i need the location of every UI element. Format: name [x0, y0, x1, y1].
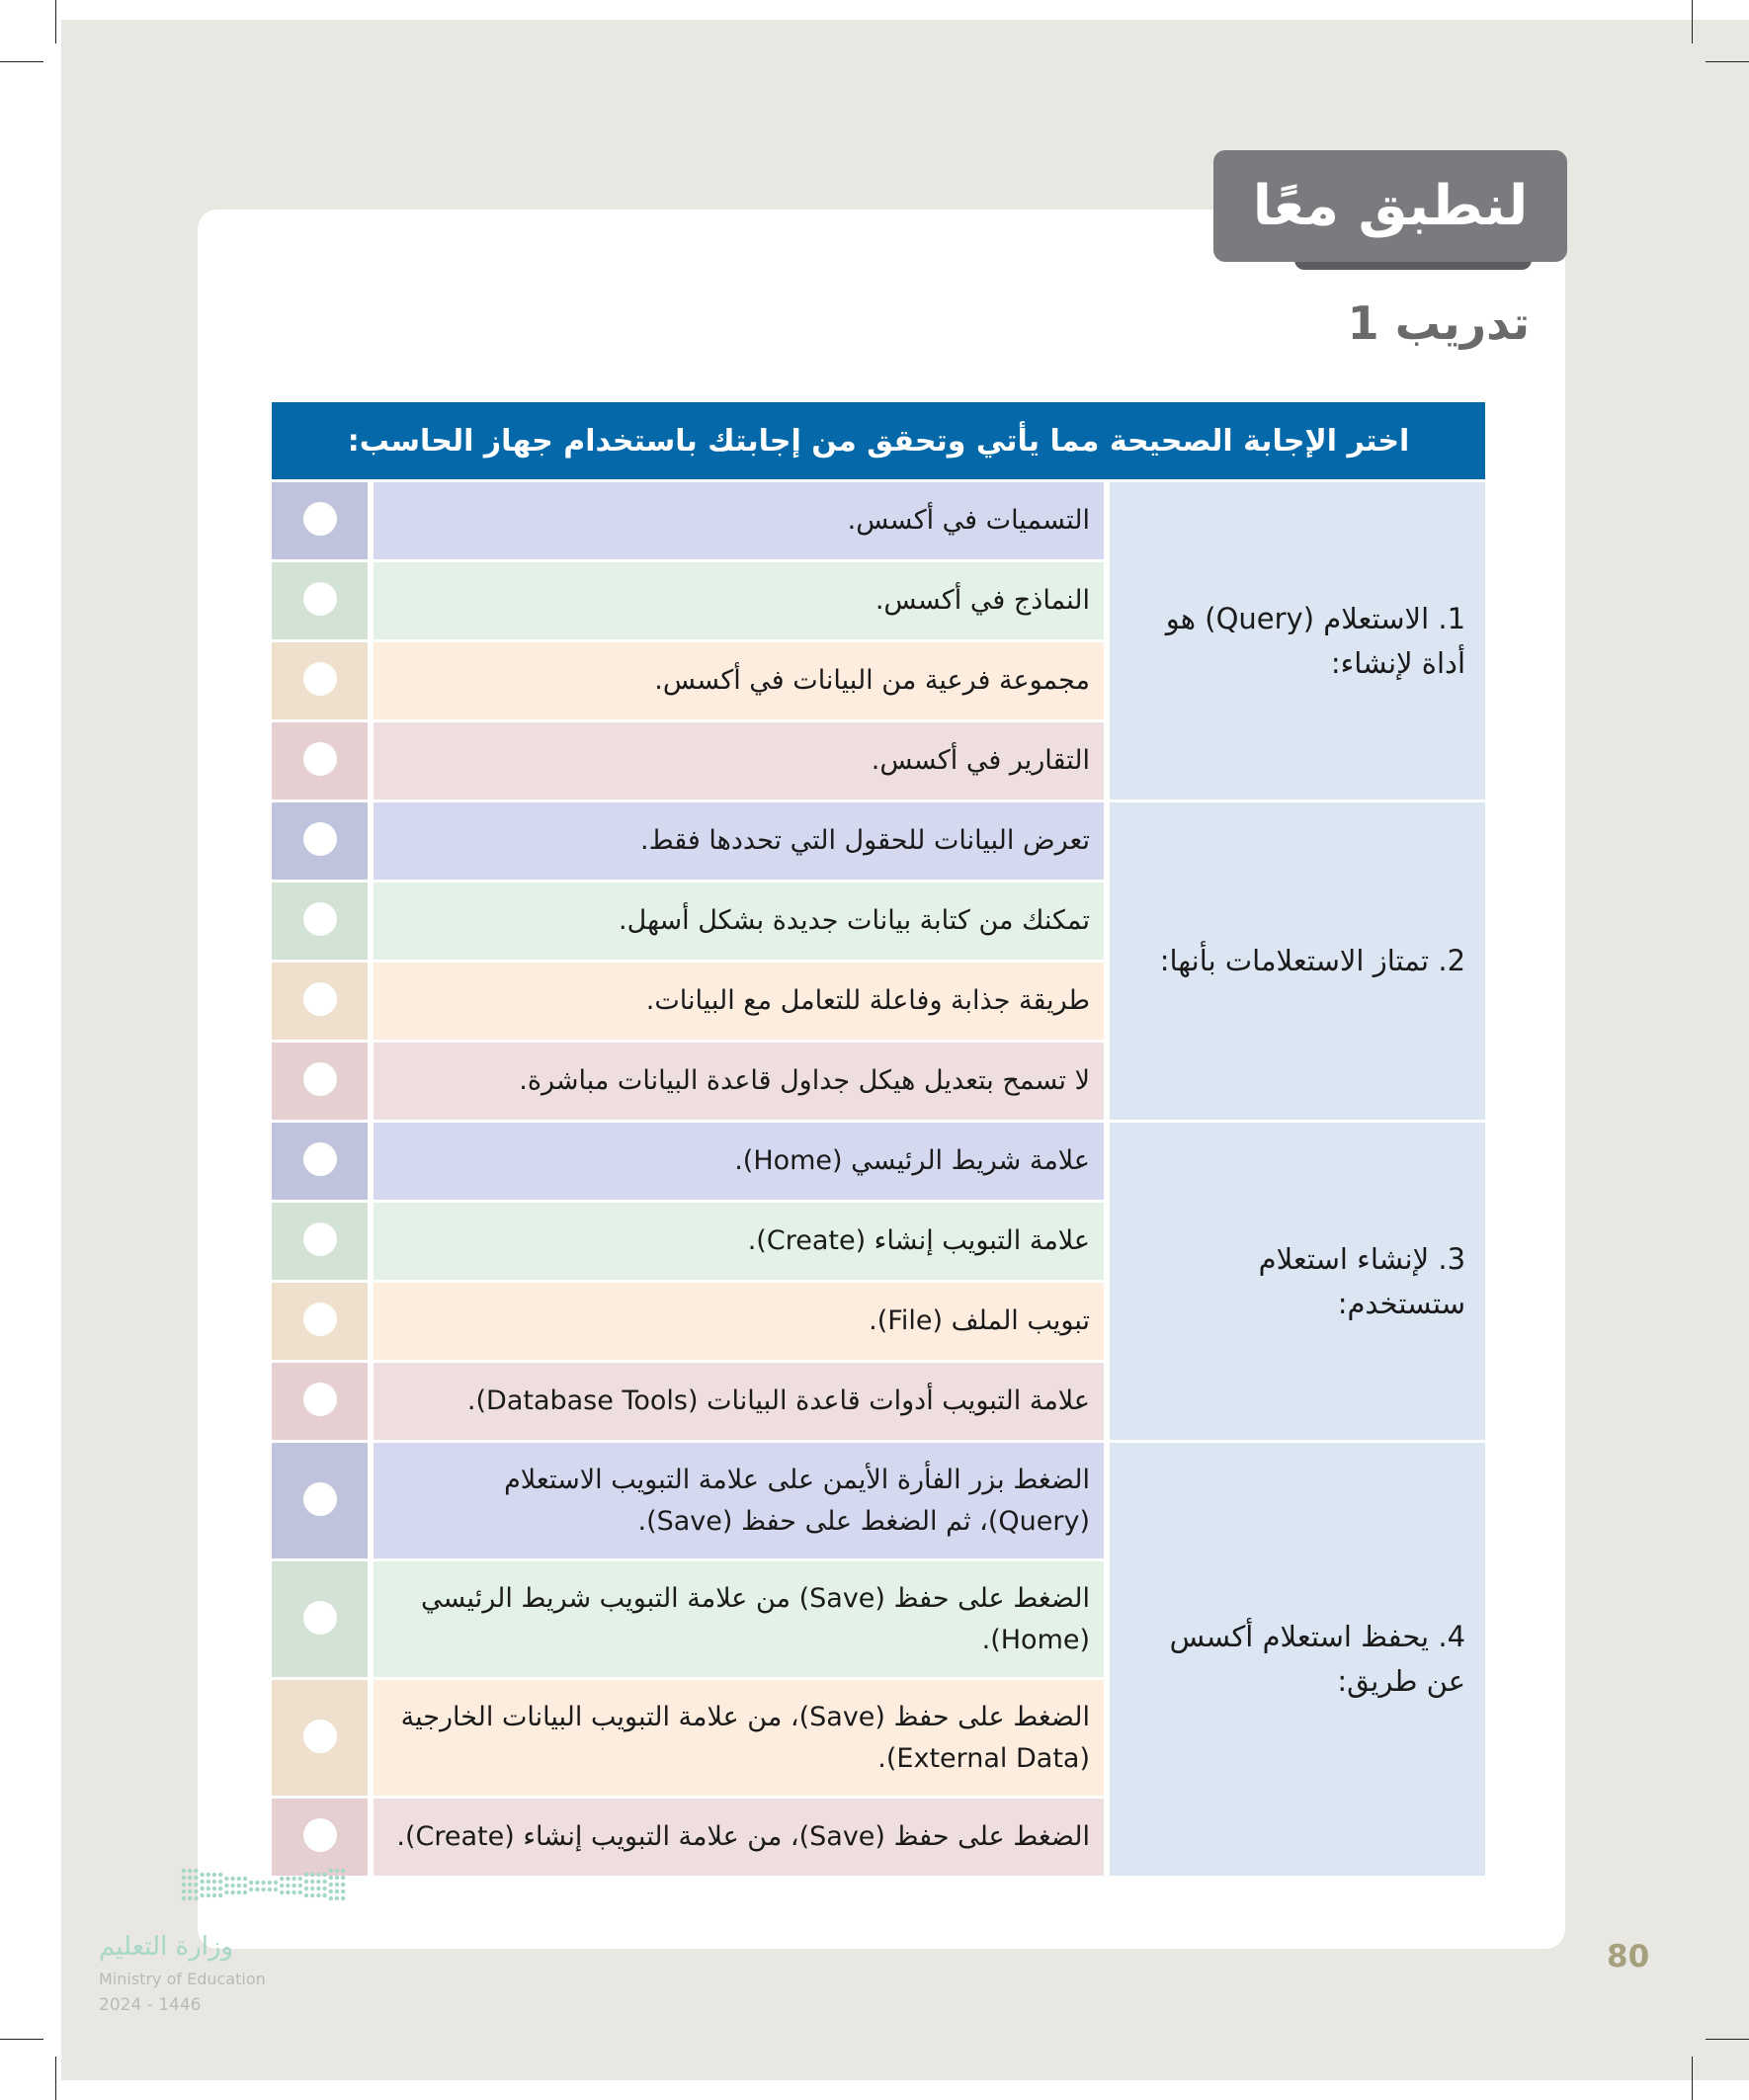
logo-dot [268, 1881, 272, 1885]
crop-mark [1706, 61, 1749, 62]
radio-circle-icon[interactable] [303, 582, 337, 616]
logo-dot [237, 1890, 241, 1894]
banner-title: لنطبق معًا [1252, 174, 1529, 238]
logo-dot [200, 1873, 204, 1877]
logo-dot [335, 1890, 339, 1893]
logo-dot [194, 1869, 198, 1873]
logo-dot [298, 1877, 302, 1881]
answer-option: تبويب الملف (File). [368, 1283, 1104, 1360]
answer-option: مجموعة فرعية من البيانات في أكسس. [368, 642, 1104, 719]
logo-dot [188, 1883, 192, 1887]
logo-dot [322, 1893, 326, 1897]
logo-dot [280, 1890, 284, 1894]
logo-dot [182, 1890, 186, 1893]
answer-radio-cell [272, 482, 368, 559]
answer-radio-cell [272, 562, 368, 639]
logo-dot [207, 1880, 210, 1884]
answer-radio-cell [272, 882, 368, 960]
logo-dot [322, 1873, 326, 1877]
logo-dot [310, 1880, 314, 1884]
radio-circle-icon[interactable] [303, 902, 337, 936]
answer-radio-cell [272, 642, 368, 719]
answer-option: علامة التبويب أدوات قاعدة البيانات (Database Tools). [368, 1363, 1104, 1440]
logo-dot [218, 1880, 222, 1884]
answer-option: تعرض البيانات للحقول التي تحددها فقط. [368, 802, 1104, 880]
logo-dot [310, 1893, 314, 1897]
logo-dot [304, 1880, 308, 1884]
logo-dot [182, 1896, 186, 1900]
answer-radio-cell [272, 963, 368, 1040]
logo-dot [200, 1880, 204, 1884]
logo-dot [207, 1873, 210, 1877]
logo-dot [224, 1884, 228, 1888]
quiz-table [272, 399, 1485, 1879]
logo-dot [224, 1877, 228, 1881]
logo-dot [310, 1887, 314, 1890]
logo-dot [194, 1876, 198, 1880]
logo-dot [218, 1887, 222, 1890]
radio-circle-icon[interactable] [303, 1720, 337, 1753]
answer-radio-cell [272, 1561, 368, 1677]
table-row [272, 802, 1485, 880]
logo-dot [316, 1887, 320, 1890]
logo-dot [322, 1887, 326, 1890]
radio-circle-icon[interactable] [303, 1818, 337, 1852]
answer-option: التسميات في أكسس. [368, 482, 1104, 559]
logo-dot [230, 1884, 234, 1888]
logo-dot [335, 1883, 339, 1887]
answer-option: الضغط على حفظ (Save) من علامة التبويب شريط الرئيسي (Home). [368, 1561, 1104, 1677]
logo-dot [188, 1896, 192, 1900]
answer-option: التقارير في أكسس. [368, 722, 1104, 799]
logo-dot [316, 1893, 320, 1897]
question-1: 1. الاستعلام (Query) هو أداة لإنشاء: [1104, 482, 1485, 799]
radio-circle-icon[interactable] [303, 982, 337, 1016]
answer-option: الضغط بزر الفأرة الأيمن على علامة التبويب الاستعلام (Query)، ثم الضغط على حفظ (Save). [368, 1443, 1104, 1558]
logo-dot [335, 1869, 339, 1873]
logo-dot [230, 1877, 234, 1881]
logo-dot [292, 1890, 295, 1894]
ministry-logo-icon [99, 1863, 356, 1928]
answer-radio-cell [272, 1363, 368, 1440]
answer-radio-cell [272, 722, 368, 799]
answer-radio-cell [272, 1680, 368, 1796]
logo-dot [249, 1881, 253, 1885]
logo-dot [237, 1877, 241, 1881]
crop-mark [55, 0, 56, 43]
logo-dot [316, 1873, 320, 1877]
logo-dot [280, 1877, 284, 1881]
logo-dot [224, 1890, 228, 1894]
answer-option: لا تسمح بتعديل هيكل جداول قاعدة البيانات مباشرة. [368, 1043, 1104, 1120]
answer-radio-cell [272, 1043, 368, 1120]
logo-dot [335, 1876, 339, 1880]
question-3: 3. لإنشاء استعلام ستستخدم: [1104, 1123, 1485, 1440]
logo-dot [218, 1893, 222, 1897]
logo-dot [322, 1880, 326, 1884]
radio-circle-icon[interactable] [303, 742, 337, 776]
answer-radio-cell [272, 1203, 368, 1280]
logo-dot [255, 1881, 259, 1885]
table-row [272, 1443, 1485, 1558]
question-4: 4. يحفظ استعلام أكسس عن طريق: [1104, 1443, 1485, 1876]
answer-option: الضغط على حفظ (Save)، من علامة التبويب إنشاء (Create). [368, 1799, 1104, 1876]
table-row [272, 1123, 1485, 1200]
radio-circle-icon[interactable] [303, 1482, 337, 1516]
logo-dot [304, 1873, 308, 1877]
logo-dot [280, 1884, 284, 1888]
logo-dot [329, 1890, 333, 1893]
logo-dot [212, 1893, 216, 1897]
exercise-title: تدريب 1 [1347, 296, 1530, 350]
logo-dot [329, 1869, 333, 1873]
logo-dot [200, 1887, 204, 1890]
page-number: 80 [1607, 1939, 1650, 1974]
answer-radio-cell [272, 1123, 368, 1200]
logo-dot [194, 1896, 198, 1900]
logo-dot [182, 1883, 186, 1887]
logo-dot [188, 1876, 192, 1880]
logo-dot [329, 1883, 333, 1887]
logo-dot [341, 1896, 345, 1900]
ministry-name-ar: وزارة التعليم [99, 1932, 234, 1962]
logo-dot [341, 1876, 345, 1880]
logo-dot [182, 1869, 186, 1873]
logo-dot [341, 1869, 345, 1873]
crop-mark [1706, 2039, 1749, 2040]
logo-dot [341, 1883, 345, 1887]
logo-dot [335, 1896, 339, 1900]
logo-dot [237, 1884, 241, 1888]
logo-dot [218, 1873, 222, 1877]
radio-circle-icon[interactable] [303, 662, 337, 696]
logo-dot [286, 1884, 290, 1888]
logo-dot [200, 1893, 204, 1897]
logo-dot [249, 1888, 253, 1891]
logo-dot [188, 1890, 192, 1893]
logo-dot [274, 1881, 278, 1885]
logo-dot [212, 1887, 216, 1890]
table-header-row [272, 402, 1485, 479]
logo-dot [292, 1877, 295, 1881]
logo-dot [341, 1890, 345, 1893]
answer-option: تمكنك من كتابة بيانات جديدة بشكل أسهل. [368, 882, 1104, 960]
radio-circle-icon[interactable] [303, 502, 337, 536]
radio-circle-icon[interactable] [303, 1601, 337, 1635]
logo-dot [316, 1880, 320, 1884]
ministry-name-en: Ministry of Education [99, 1970, 266, 1988]
instruction-header: اختر الإجابة الصحيحة مما يأتي وتحقق من إجابتك باستخدام جهاز الحاسب: [272, 402, 1485, 479]
radio-circle-icon[interactable] [303, 1383, 337, 1416]
answer-radio-cell [272, 1283, 368, 1360]
logo-dot [194, 1890, 198, 1893]
logo-dot [292, 1884, 295, 1888]
logo-dot [274, 1888, 278, 1891]
radio-circle-icon[interactable] [303, 1222, 337, 1256]
logo-dot [243, 1890, 247, 1894]
logo-dot [182, 1876, 186, 1880]
table-row [272, 482, 1485, 559]
crop-mark [1692, 0, 1693, 43]
logo-dot [268, 1888, 272, 1891]
radio-circle-icon[interactable] [303, 822, 337, 856]
logo-dot [261, 1881, 265, 1885]
crop-mark [55, 2057, 56, 2100]
radio-circle-icon[interactable] [303, 1302, 337, 1336]
logo-dot [255, 1888, 259, 1891]
answer-option: النماذج في أكسس. [368, 562, 1104, 639]
logo-dot [329, 1876, 333, 1880]
radio-circle-icon[interactable] [303, 1062, 337, 1096]
crop-mark [0, 2039, 43, 2040]
logo-dot [230, 1890, 234, 1894]
logo-dot [304, 1887, 308, 1890]
radio-circle-icon[interactable] [303, 1142, 337, 1176]
logo-dot [243, 1877, 247, 1881]
question-2: 2. تمتاز الاستعلامات بأنها: [1104, 802, 1485, 1120]
logo-dot [286, 1890, 290, 1894]
answer-option: علامة شريط الرئيسي (Home). [368, 1123, 1104, 1200]
logo-dot [298, 1890, 302, 1894]
answer-option: طريقة جذابة وفاعلة للتعامل مع البيانات. [368, 963, 1104, 1040]
logo-dot [304, 1893, 308, 1897]
logo-dot [194, 1883, 198, 1887]
crop-mark [1692, 2057, 1693, 2100]
answer-radio-cell [272, 1443, 368, 1558]
logo-dot [207, 1893, 210, 1897]
logo-dot [310, 1873, 314, 1877]
crop-mark [0, 61, 43, 62]
logo-dot [261, 1888, 265, 1891]
logo-dot [286, 1877, 290, 1881]
logo-dot [188, 1869, 192, 1873]
logo-dot [329, 1896, 333, 1900]
logo-dot [243, 1884, 247, 1888]
logo-dot [207, 1887, 210, 1890]
ministry-year: 2024 - 1446 [99, 1995, 202, 2015]
answer-option: علامة التبويب إنشاء (Create). [368, 1203, 1104, 1280]
logo-dot [212, 1880, 216, 1884]
answer-option: الضغط على حفظ (Save)، من علامة التبويب البيانات الخارجية (External Data). [368, 1680, 1104, 1796]
section-banner [1213, 150, 1567, 262]
logo-dot [298, 1884, 302, 1888]
logo-dot [212, 1873, 216, 1877]
answer-radio-cell [272, 802, 368, 880]
